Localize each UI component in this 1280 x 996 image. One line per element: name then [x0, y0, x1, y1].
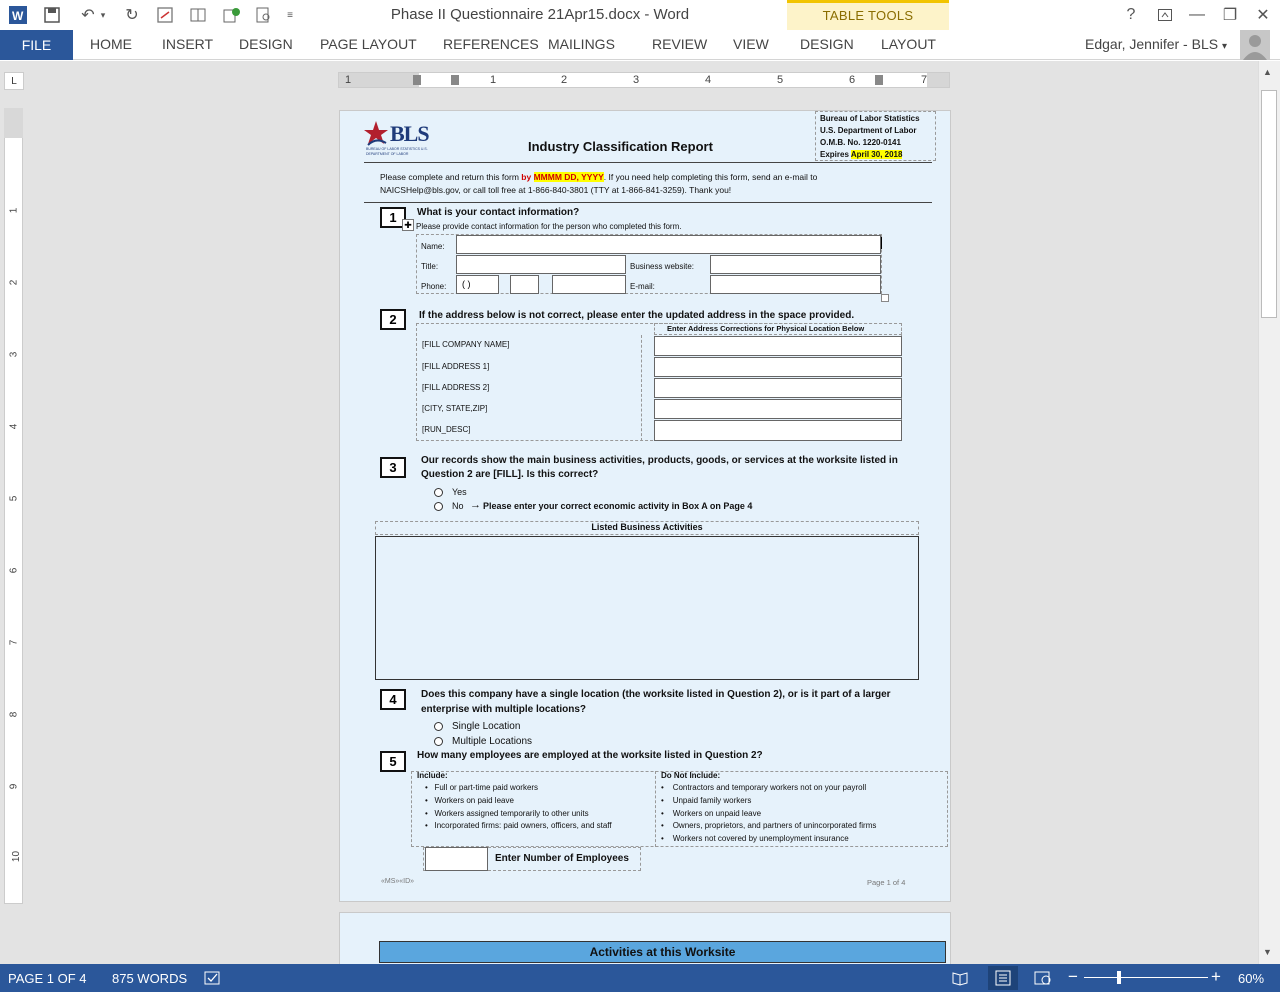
question-number: 4	[380, 689, 406, 710]
omb-number: O.M.B. No. 1220-0141	[820, 138, 901, 147]
text-cursor	[881, 237, 882, 249]
expires-label: Expires	[820, 150, 849, 159]
radio-single-location[interactable]	[434, 722, 443, 731]
address-row-label: [FILL ADDRESS 1]	[422, 362, 490, 371]
table-resize-handle[interactable]	[881, 294, 889, 302]
tab-table-layout[interactable]: LAYOUT	[881, 36, 936, 52]
page-number-footer: Page 1 of 4	[867, 878, 906, 887]
ruler-number: 5	[777, 74, 784, 86]
scrollbar-thumb[interactable]	[1261, 90, 1277, 318]
exclude-label: Do Not Include:	[661, 771, 721, 780]
expires-line	[820, 150, 902, 159]
user-account[interactable]	[1085, 36, 1227, 52]
exclude-item: • Unpaid family workers	[661, 796, 752, 805]
proofing-icon[interactable]	[204, 970, 222, 989]
restore-button[interactable]: ❐	[1222, 7, 1238, 24]
address-col-header: Enter Address Corrections for Physical Location Below	[667, 324, 865, 333]
exclude-item: • Contractors and temporary workers not on your payroll	[661, 783, 867, 792]
header-divider	[364, 162, 932, 163]
address-row-label: [RUN_DESC]	[422, 425, 471, 434]
radio-yes-label: Yes	[452, 487, 467, 497]
ruler-margin-top	[4, 108, 23, 138]
section-header-title: Activities at this Worksite	[589, 945, 736, 959]
title-bar	[0, 0, 1280, 30]
tab-insert[interactable]: INSERT	[162, 36, 214, 52]
help-button[interactable]: ?	[1126, 6, 1136, 23]
table-tools-label: TABLE TOOLS	[822, 8, 914, 23]
horizontal-ruler[interactable]	[338, 72, 950, 88]
intro-by: by	[521, 172, 532, 182]
company-name-field[interactable]	[654, 336, 902, 356]
vertical-ruler[interactable]	[4, 108, 23, 904]
zoom-slider-thumb[interactable]	[1117, 971, 1121, 984]
include-item: • Workers on paid leave	[425, 796, 514, 805]
intro-divider	[364, 202, 932, 203]
tab-table-design[interactable]: DESIGN	[800, 36, 854, 52]
exclude-item: • Workers not covered by unemployment insurance	[661, 834, 849, 843]
phone-line-field[interactable]	[552, 275, 626, 294]
ruler-number: 4	[705, 74, 712, 86]
zoom-in-button[interactable]: +	[1211, 967, 1221, 986]
print-layout-button[interactable]	[988, 966, 1018, 990]
question-number: 5	[380, 751, 406, 772]
address-row-label: [CITY, STATE,ZIP]	[422, 404, 488, 413]
include-item: • Full or part-time paid workers	[425, 783, 539, 792]
zoom-slider[interactable]	[1084, 977, 1208, 978]
email-label: E-mail:	[630, 282, 655, 291]
name-label: Name:	[421, 242, 445, 251]
arrow-right-icon: →	[470, 499, 481, 511]
table-move-handle-icon[interactable]: ✚	[402, 219, 414, 231]
tab-mailings[interactable]: MAILINGS	[548, 36, 615, 52]
document-title: Phase II Questionnaire 21Apr15.docx - Word	[390, 6, 690, 23]
include-item: • Incorporated firms: paid owners, officers, and staff	[425, 821, 612, 830]
undo-icon[interactable]: ↶	[81, 7, 95, 24]
include-item: • Workers assigned temporarily to other units	[425, 809, 589, 818]
merge-field-footer: «MS»«ID»	[381, 878, 415, 885]
word-count[interactable]: 875 WORDS	[112, 971, 188, 986]
address2-field[interactable]	[654, 378, 902, 398]
q3-title-line1: Our records show the main business activities, products, goods, or services at the worksite listed in	[421, 455, 898, 466]
radio-no-label: No	[452, 501, 464, 511]
ruler-number: 8	[8, 711, 20, 718]
scroll-up-icon[interactable]: ▲	[1263, 67, 1272, 77]
status-bar	[0, 964, 1280, 992]
scroll-down-icon[interactable]: ▼	[1263, 947, 1272, 957]
employee-count-field[interactable]	[425, 847, 488, 871]
criteria-divider	[655, 771, 656, 847]
tab-selector[interactable]: L	[4, 72, 24, 90]
ruler-number: 2	[561, 74, 568, 86]
address-divider	[641, 335, 642, 441]
tab-review[interactable]: REVIEW	[652, 36, 708, 52]
agency-line: Bureau of Labor Statistics	[820, 114, 920, 123]
q1-title: What is your contact information?	[417, 207, 580, 218]
due-date-placeholder: MMMM DD, YYYY	[533, 172, 604, 182]
expires-date: April 30, 2018	[850, 150, 903, 159]
question-number: 2	[380, 309, 406, 330]
title-field[interactable]	[456, 255, 626, 274]
avatar[interactable]	[1240, 30, 1270, 60]
name-field[interactable]	[456, 235, 881, 254]
phone-area-code-field[interactable]: ( )	[456, 275, 499, 294]
intro-text: Please complete and return this form	[380, 172, 519, 182]
tab-design[interactable]: DESIGN	[239, 36, 293, 52]
radio-single-location-label: Single Location	[452, 721, 521, 732]
tab-references[interactable]: REFERENCES	[443, 36, 539, 52]
q4-title-line1: Does this company have a single location (the worksite listed in Question 2), or is it part of a larger	[421, 689, 891, 700]
bls-logo-text: BLS	[390, 121, 429, 146]
radio-multiple-locations[interactable]	[434, 737, 443, 746]
ruler-number: 3	[8, 351, 20, 358]
ruler-number: 3	[633, 74, 640, 86]
question-number: 1	[380, 207, 406, 228]
zoom-level[interactable]: 60%	[1238, 971, 1265, 986]
document-page-2[interactable]	[339, 912, 951, 972]
ruler-number: 7	[921, 74, 928, 86]
address-row-label: [FILL ADDRESS 2]	[422, 383, 490, 392]
tab-view[interactable]: VIEW	[733, 36, 769, 52]
ruler-number: 6	[8, 567, 20, 574]
ruler-number: 9	[8, 783, 20, 790]
svg-text:W: W	[12, 9, 24, 23]
ruler-number: 5	[8, 495, 20, 502]
agency-line: U.S. Department of Labor	[820, 126, 917, 135]
run-desc-field[interactable]	[654, 420, 902, 441]
employee-count-label: Enter Number of Employees	[495, 853, 629, 864]
ruler-number: 7	[8, 639, 20, 646]
undo-dropdown-icon[interactable]: ▾	[100, 9, 106, 20]
intro-line-2: NAICSHelp@bls.gov, or call toll free at 1-866-840-3801 (TTY at 1-866-841-3259). Thank you!	[380, 185, 732, 195]
read-mode-icon[interactable]	[952, 970, 968, 989]
ruler-column-marker[interactable]	[875, 75, 883, 85]
city-state-zip-field[interactable]	[654, 399, 902, 419]
phone-label: Phone:	[421, 282, 447, 291]
exclude-item: • Owners, proprietors, and partners of unincorporated firms	[661, 821, 877, 830]
q4-title-line2: enterprise with multiple locations?	[421, 704, 587, 715]
ruler-indent-marker[interactable]	[413, 75, 421, 85]
activities-box[interactable]	[375, 536, 919, 680]
activities-header: Listed Business Activities	[591, 522, 703, 532]
tab-home[interactable]: HOME	[90, 36, 132, 52]
include-label: Include:	[417, 771, 448, 780]
phone-prefix-field[interactable]	[510, 275, 539, 294]
zoom-out-button[interactable]: −	[1068, 967, 1078, 986]
omb-box	[815, 111, 936, 161]
page-indicator[interactable]: PAGE 1 OF 4	[8, 971, 87, 986]
document-page[interactable]	[339, 110, 951, 902]
website-label: Business website:	[630, 262, 695, 271]
question-number: 3	[380, 457, 406, 478]
intro-line-1	[380, 172, 817, 182]
ruler-number: 4	[8, 423, 20, 430]
q3-title-line2: Question 2 are [FILL]. Is this correct?	[421, 469, 599, 480]
radio-yes[interactable]	[434, 488, 443, 497]
email-field[interactable]	[710, 275, 881, 294]
website-field[interactable]	[710, 255, 881, 274]
user-name: Edgar, Jennifer - BLS	[1085, 36, 1219, 52]
bls-logo-subtext: BUREAU OF LABOR STATISTICS U.S. DEPARTMENT OF LABOR	[366, 147, 428, 156]
close-button[interactable]: ✕	[1256, 7, 1270, 24]
exclude-item: • Workers on unpaid leave	[661, 809, 762, 818]
tab-file[interactable]: FILE	[0, 30, 73, 60]
q1-subtitle: Please provide contact information for the person who completed this form.	[416, 222, 682, 231]
ruler-number: 1	[8, 207, 20, 214]
web-layout-icon[interactable]	[1034, 970, 1052, 989]
intro-text: . If you need help completing this form, send an e-mail to	[603, 172, 818, 182]
ruler-number: 10	[11, 850, 23, 863]
q2-title: If the address below is not correct, please enter the updated address in the space provided.	[419, 310, 855, 321]
chevron-down-icon: ▾	[1221, 41, 1227, 52]
bls-logo	[364, 119, 438, 159]
redo-icon[interactable]: ↻	[125, 7, 139, 24]
ruler-number: 1	[490, 74, 497, 86]
address-row-label: [FILL COMPANY NAME]	[422, 340, 510, 349]
ribbon-display-options-icon[interactable]	[1150, 4, 1180, 26]
radio-multiple-locations-label: Multiple Locations	[452, 736, 533, 747]
title-label: Title:	[421, 262, 439, 271]
q3-no-instruction: Please enter your correct economic activity in Box A on Page 4	[483, 501, 753, 511]
ruler-margin-right	[927, 73, 949, 87]
address1-field[interactable]	[654, 357, 902, 377]
ruler-number: 6	[849, 74, 856, 86]
form-title: Industry Classification Report	[528, 139, 713, 154]
radio-no[interactable]	[434, 502, 443, 511]
ruler-number: 2	[8, 279, 20, 286]
q5-title: How many employees are employed at the worksite listed in Question 2?	[417, 750, 763, 761]
customize-toolbar-icon[interactable]: ≡	[287, 9, 293, 21]
tab-page-layout[interactable]: PAGE LAYOUT	[320, 36, 417, 52]
minimize-button[interactable]: —	[1189, 6, 1205, 23]
ruler-number: 1	[345, 74, 352, 86]
ruler-column-marker[interactable]	[451, 75, 459, 85]
